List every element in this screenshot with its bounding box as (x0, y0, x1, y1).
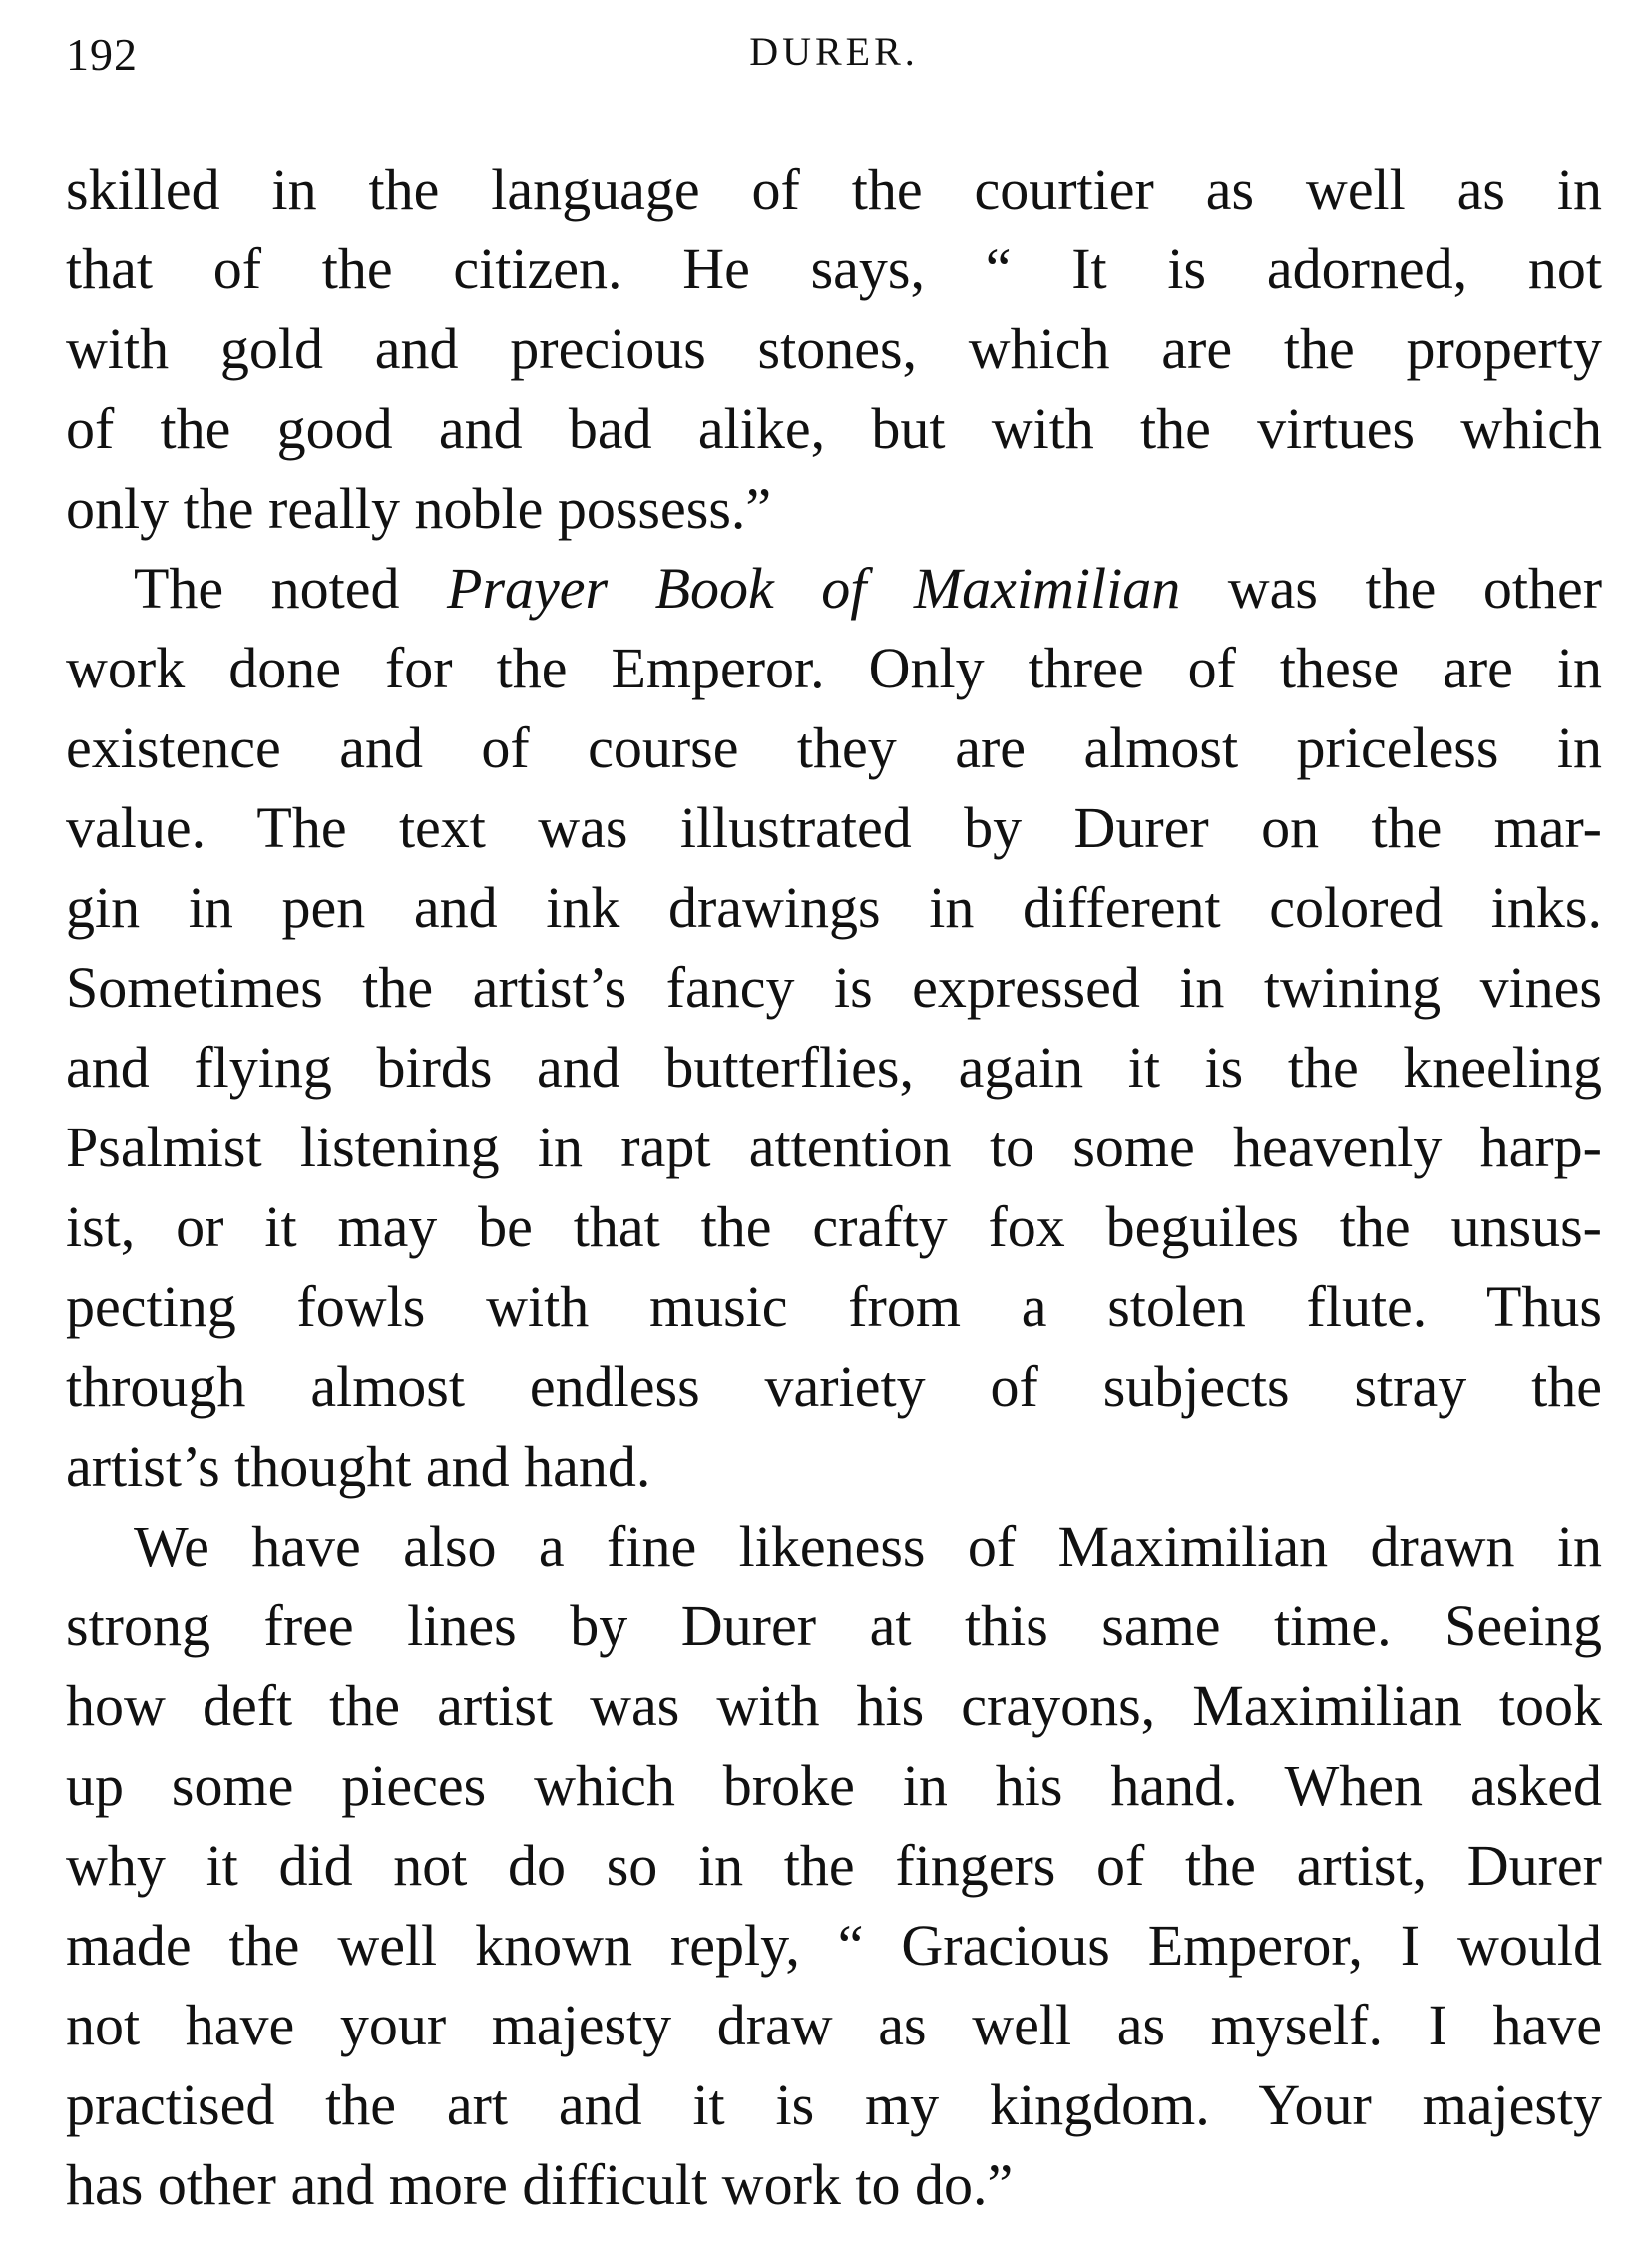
text-run: The noted (134, 556, 448, 621)
text-line: that of the citizen. He says, “ It is adorned, not (66, 236, 1602, 301)
text-line: why it did not do so in the fingers of the artist, Durer (66, 1833, 1602, 1898)
paragraph-1 (66, 150, 1602, 549)
text-run: was the other (1180, 556, 1603, 621)
running-head (66, 28, 1602, 88)
text-line: through almost endless variety of subjects stray the (66, 1354, 1602, 1419)
text-line: artist’s thought and hand. (66, 1434, 651, 1499)
text-line: not have your majesty draw as well as myself. I have (66, 1993, 1602, 2057)
text-line (66, 549, 1602, 629)
text-line: and flying birds and butterflies, again it is the kneeling (66, 1035, 1602, 1100)
text-line: has other and more difficult work to do.” (66, 2152, 1014, 2217)
paragraph-3 (66, 1507, 1602, 2225)
text-line: of the good and bad alike, but with the virtues which (66, 396, 1602, 461)
body-text (66, 150, 1602, 2225)
text-line: gin in pen and ink drawings in different colored inks. (66, 875, 1602, 940)
paragraph-2 (66, 549, 1602, 1507)
text-line: Psalmist listening in rapt attention to some heavenly harp- (66, 1115, 1602, 1179)
page-number: 192 (66, 29, 138, 80)
text-line: only the really noble possess.” (66, 476, 772, 541)
running-title: DURER. (749, 29, 919, 74)
text-line: We have also a fine likeness of Maximilian drawn in (134, 1514, 1602, 1579)
text-line: ist, or it may be that the crafty fox beguiles the unsus- (66, 1194, 1602, 1259)
text-line: up some pieces which broke in his hand. When asked (66, 1753, 1602, 1818)
text-line: work done for the Emperor. Only three of these are in (66, 636, 1602, 700)
text-line: pecting fowls with music from a stolen flute. Thus (66, 1274, 1602, 1339)
text-line: practised the art and it is my kingdom. Your majesty (66, 2072, 1602, 2137)
text-line: Sometimes the artist’s fancy is expressed in twining vines (66, 955, 1602, 1020)
text-line: value. The text was illustrated by Durer on the mar- (66, 795, 1602, 860)
text-line: skilled in the language of the courtier as well as in (66, 157, 1602, 222)
text-line: existence and of course they are almost priceless in (66, 715, 1602, 780)
book-title-italic: Prayer Book of Maximilian (447, 556, 1181, 621)
text-line: with gold and precious stones, which are the property (66, 316, 1602, 381)
text-line: how deft the artist was with his crayons, Maximilian took (66, 1673, 1602, 1738)
text-line: strong free lines by Durer at this same time. Seeing (66, 1593, 1602, 1658)
text-line: made the well known reply, “ Gracious Emperor, I would (66, 1913, 1602, 1978)
